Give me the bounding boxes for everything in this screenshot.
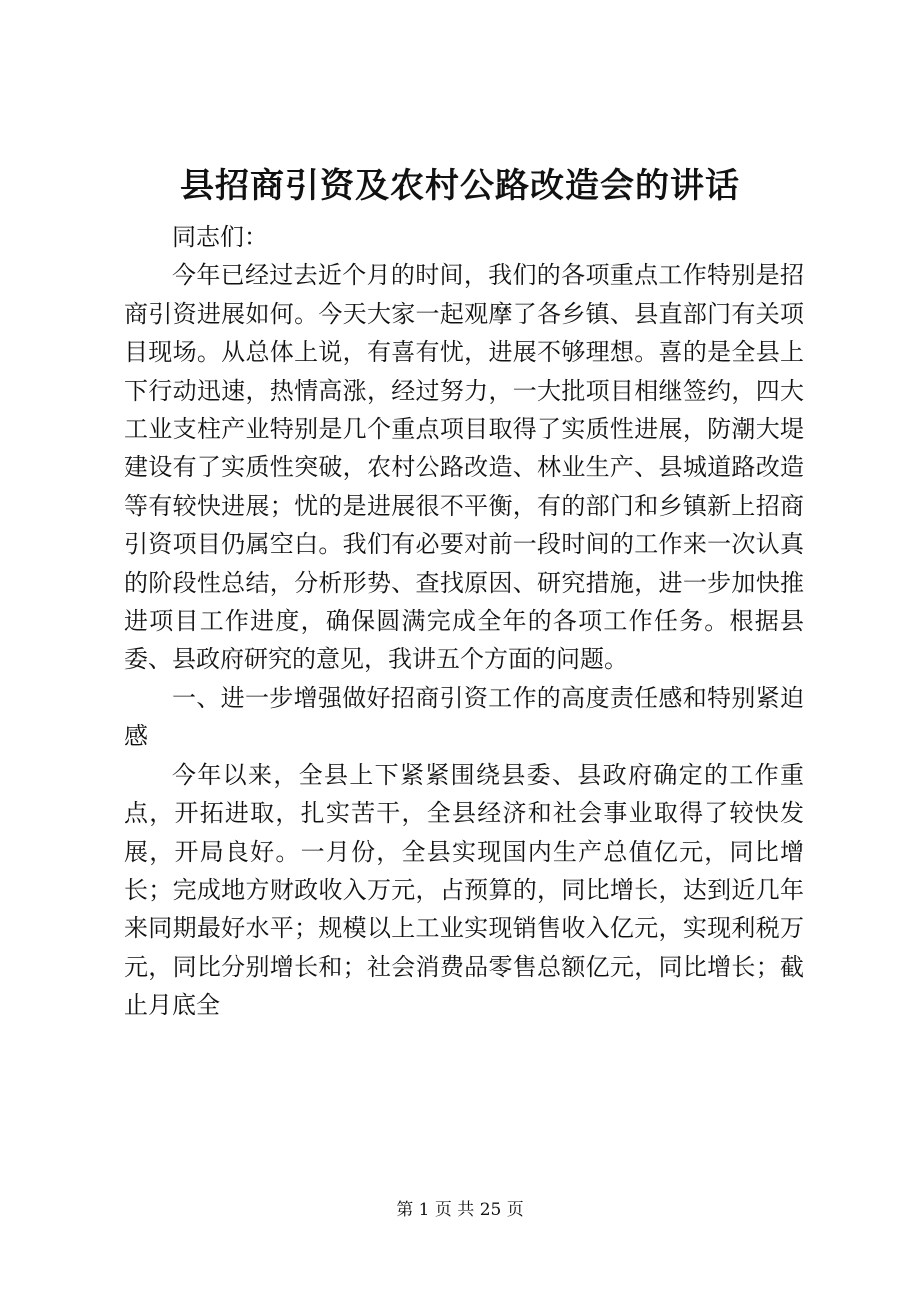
document-body [124,218,804,1025]
page-footer: 第 1 页 共 25 页 [396,1200,524,1220]
section-heading-1: 一、进一步增强做好招商引资工作的高度责任感和特别紧迫感 [124,683,804,751]
section-paragraph-1: 今年以来，全县上下紧紧围绕县委、县政府确定的工作重点，开拓进取，扎实苦干，全县经济和社会事业取得了较快发展，开局良好。一月份，全县实现国内生产总值亿元，同比增长；完成地方财政收入万元，占预算的，同比增长，达到近几年来同期最好水平；规模以上工业实现销售收入亿元，实现利税万元，同比分别增长和；社会消费品零售总额亿元，同比增长；截止月底全 [124,760,804,1020]
document-title: 县招商引资及农村公路改造会的讲话 [180,166,740,206]
greeting-paragraph: 同志们： [172,223,268,251]
intro-paragraph: 今年已经过去近个月的时间，我们的各项重点工作特别是招商引资进展如何。今天大家一起观摩了各乡镇、县直部门有关项目现场。从总体上说，有喜有忧，进展不够理想。喜的是全县上下行动迅速，热情高涨，经过努力，一大批项目相继签约，四大工业支柱产业特别是几个重点项目取得了实质性进展，防潮大堤建设有了实质性突破，农村公路改造、林业生产、县城道路改造等有较快进展；忧的是进展很不平衡，有的部门和乡镇新上招商引资项目仍属空白。我们有必要对前一段时间的工作来一次认真的阶段性总结，分析形势、查找原因、研究措施，进一步加快推进项目工作进度，确保圆满完成全年的各项工作任务。根据县委、县政府研究的意见，我讲五个方面的问题。 [124,261,804,674]
